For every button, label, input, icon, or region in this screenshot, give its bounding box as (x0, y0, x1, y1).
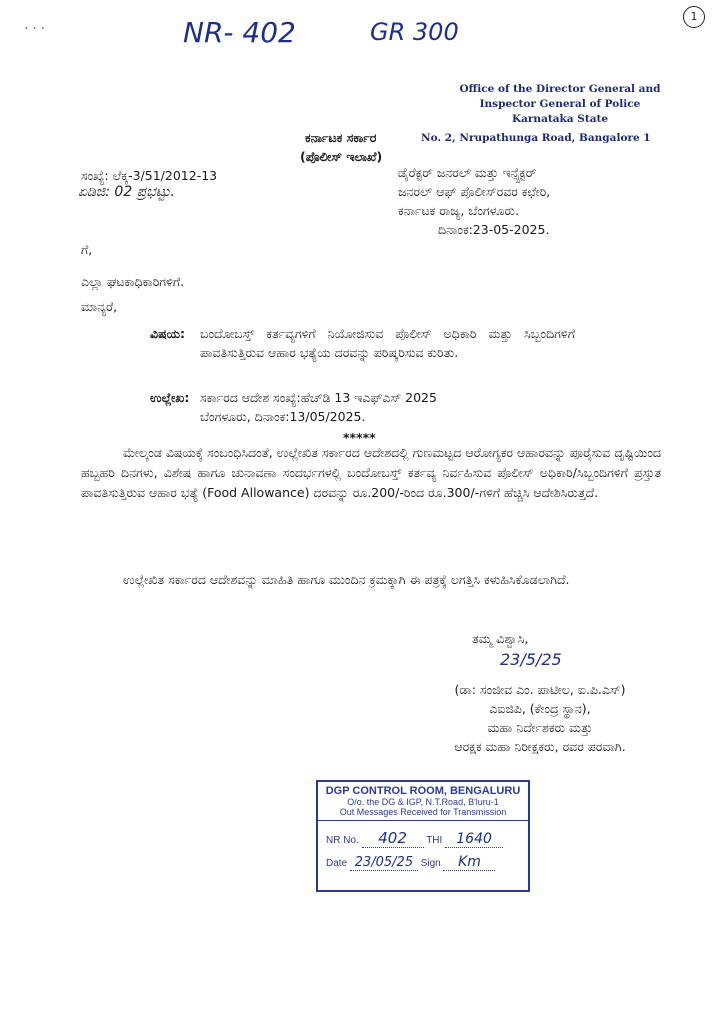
handwritten-ref-note: ಏಡಿಜಿ: 02 ಪ್ರಭಟ್ಟು. (78, 184, 175, 200)
handwritten-gr-number: GR 300 (370, 18, 459, 46)
stamp-date-value: 23/05/25 (350, 855, 418, 871)
signatory-designation-1: ಎಐಜಿಪಿ, (ಕೇಂದ್ರ ಸ್ಥಾನ), (489, 701, 591, 716)
stamp-thi-label: THI (426, 835, 443, 846)
header-en-line1: Office of the Director General and (459, 83, 661, 95)
stamp-title: DGP CONTROL ROOM, BENGALURU (325, 785, 521, 797)
body-paragraph-1: ಮೇಲ್ಕಂಡ ವಿಷಯಕ್ಕೆ ಸಂಬಂಧಿಸಿದಂತೆ, ಉಲ್ಲೇಖಿತ ಸರ್ಕಾರದ ಆದೇಶದಲ್ಲಿ ಗುಣಮಟ್ಟದ ಆರೋಗ್ಯಕರ ಆಹಾರವನ್ನು ಪೂರೈಸುವ ದೃಷ್ಟಿಯಿಂದ ಹಬ್ಬಹರಿ ದಿನಗಳು, ವಿಶೇಷ ಹಾಗೂ ಚುನಾವಣಾ ಸಂದರ್ಭಗಳಲ್ಲಿ ಬಂದೋಬಸ್ತ್ ಕರ್ತವ್ಯ ನಿರ್ವಹಿಸುವ ಪೊಲೀಸ್ ಅಧಿಕಾರಿ/ಸಿಬ್ಬಂದಿಗಳಿಗೆ ಪ್ರಸ್ತುತ ಪಾವತಿಸುತ್ತಿರುವ ಆಹಾರ ಭತ್ಯೆ (Food Allowance) ದರವನ್ನು ರೂ.200/-ರಿಂದ ರೂ.300/-ಗಳಿಗೆ ಹೆಚ್ಚಿಸಿ ಆದೇಶಿಸಿರುತ್ತದೆ. (81, 445, 661, 500)
letter-date: ದಿನಾಂಕ:23-05-2025. (438, 222, 550, 237)
header-en-line3: Karnataka State (511, 113, 609, 125)
stamp-nr-value: 402 (362, 829, 424, 848)
pen-marks: · · · (24, 22, 45, 37)
separator-stars: ***** (343, 430, 376, 445)
signatory-designation-3: ಆರಕ್ಷಕ ಮಹಾ ನಿರೀಕ್ಷಕರು, ರವರ ಪರವಾಗಿ. (454, 739, 626, 754)
reference-line2: ಬೆಂಗಳೂರು, ದಿನಾಂಕ:13/05/2025. (200, 409, 366, 424)
reference-number: ಸಂಖ್ಯೆ: ಲೆಕ್ಕ-3/51/2012-13 (81, 168, 218, 183)
stamp-sign-label: Sign (420, 858, 441, 869)
body-paragraph-2: ಉಲ್ಲೇಖಿತ ಸರ್ಕಾರದ ಆದೇಶವನ್ನು ಮಾಹಿತಿ ಹಾಗೂ ಮುಂದಿನ ಕ್ರಮಕ್ಕಾಗಿ ಈ ಪತ್ರಕ್ಕೆ ಲಗತ್ತಿಸಿ ಕಳುಹಿಸಿಕೊಡಲಾಗಿದೆ. (123, 572, 570, 587)
office-kn-line2: ಜನರಲ್ ಆಫ್ ಪೊಲೀಸ್‌ರವರ ಕಛೇರಿ, (398, 184, 551, 199)
stamp-nr-label: NR No. (326, 835, 359, 846)
stamp-date-label: Date (326, 858, 348, 869)
stamp-date-row (326, 854, 528, 871)
stamp-sign-value: Km (443, 854, 495, 871)
signatory-block (390, 680, 690, 756)
office-kn-line1: ಡೈರೆಕ್ಟರ್ ಜನರಲ್ ಮತ್ತು ಇನ್ಸ್ಪೆಕ್ಟರ್ (398, 165, 537, 180)
page-number-badge: 1 (683, 6, 705, 28)
signature-mark: 23/5/25 (500, 650, 562, 669)
handwritten-nr-number: NR- 402 (183, 16, 296, 49)
office-header-english (420, 82, 700, 127)
header-en-line2: Inspector General of Police (479, 98, 641, 110)
reference-label: ಉಲ್ಲೇಖ: (150, 390, 190, 405)
header-en-line4: No. 2, Nrupathunga Road, Bangalore 1 (421, 132, 651, 144)
addressee: ಎಲ್ಲಾ ಘಟಕಾಧಿಕಾರಿಗಳಿಗೆ. (81, 274, 185, 289)
reference-block (200, 388, 575, 426)
closing-phrase: ತಮ್ಮ ವಿಶ್ವಾಸಿ, (472, 631, 529, 646)
to-label: ಗೆ, (81, 242, 93, 257)
stamp-thi-value: 1640 (445, 831, 503, 848)
stamp-line3: Out Messages Received for Transmission (318, 807, 528, 821)
office-address-kannada (398, 163, 698, 239)
stamp-nr-row (326, 829, 528, 848)
police-dept: (ಪೊಲೀಸ್ ಇಲಾಖೆ) (300, 149, 383, 164)
signatory-designation-2: ಮಹಾ ನಿರ್ದೇಶಕರು ಮತ್ತು (487, 720, 593, 735)
reference-line1: ಸರ್ಕಾರದ ಆದೇಶ ಸಂಖ್ಯೆ:ಹೆಚ್‌ಡಿ 13 ಇಎಫ್‌ಎಸ್ 2025 (200, 390, 437, 405)
salutation: ಮಾನ್ಯರೆ, (81, 299, 118, 314)
control-room-stamp (316, 780, 530, 892)
signatory-name: (ಡಾ: ಸಂಜೀವ ಎಂ. ಪಾಟೀಲ, ಐ.ಪಿ.ಎಸ್) (454, 682, 626, 697)
office-kn-line3: ಕರ್ನಾಟಕ ರಾಜ್ಯ, ಬೆಂಗಳೂರು. (398, 203, 519, 218)
subject-label: ವಿಷಯ: (150, 326, 185, 341)
stamp-line2: O/o. the DG & IGP, N.T.Road, B'luru-1 (347, 797, 499, 807)
govt-title: ಕರ್ನಾಟಕ ಸರ್ಕಾರ (305, 130, 377, 145)
subject-text: ಬಂದೋಬಸ್ತ್ ಕರ್ತವ್ಯಗಳಿಗೆ ನಿಯೋಜಿಸುವ ಪೊಲೀಸ್ ಅಧಿಕಾರಿ ಮತ್ತು ಸಿಬ್ಬಂದಿಗಳಿಗೆ ಪಾವತಿಸುತ್ತಿರುವ ಆಹಾರ ಭತ್ಯೆಯ ದರವನ್ನು ಪರಿಷ್ಕರಿಸುವ ಕುರಿತು. (200, 326, 575, 360)
